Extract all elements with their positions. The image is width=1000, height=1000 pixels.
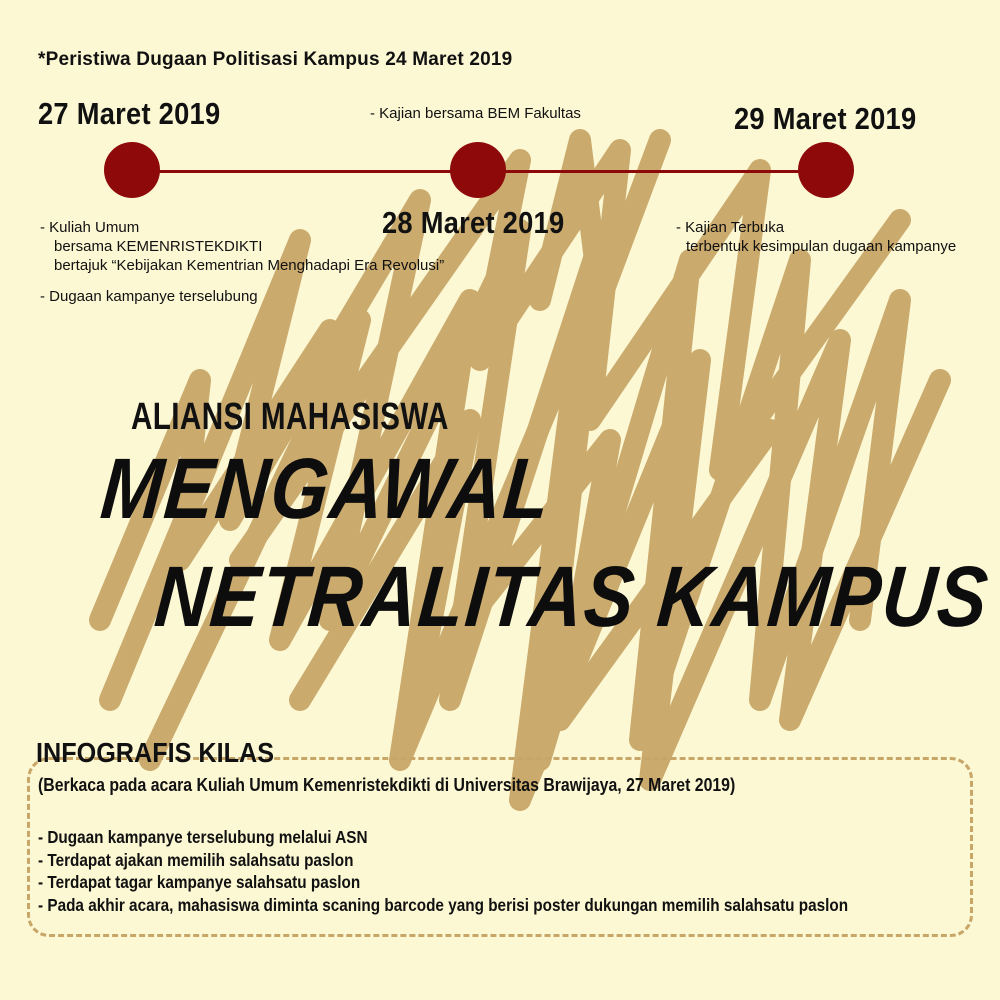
note-line: bersama KEMENRISTEKDIKTI <box>54 238 263 255</box>
infografis-subtitle: (Berkaca pada acara Kuliah Umum Kemenristekdikti di Universitas Brawijaya, 27 Maret 2019) <box>38 775 736 795</box>
note-line: - Dugaan kampanye terselubung <box>40 288 258 305</box>
list-item: - Terdapat ajakan memilih salahsatu paslon <box>38 849 354 870</box>
timeline-note-2: - Kajian bersama BEM Fakultas <box>370 105 581 122</box>
header-note: *Peristiwa Dugaan Politisasi Kampus 24 Maret 2019 <box>38 49 513 70</box>
note-line: bertajuk “Kebijakan Kementrian Menghadapi Era Revolusi” <box>54 257 445 274</box>
headline-small: ALIANSI MAHASISWA <box>131 396 449 438</box>
note-line: terbentuk kesimpulan dugaan kampanye <box>686 238 957 255</box>
infografis-points <box>38 826 848 916</box>
timeline-date-1: 27 Maret 2019 <box>38 96 221 131</box>
note-line: - Kuliah Umum <box>40 219 140 236</box>
list-item: - Terdapat tagar kampanye salahsatu paslon <box>38 872 361 892</box>
timeline-date-2: 28 Maret 2019 <box>382 205 565 240</box>
headline-line-2: NETRALITAS KAMPUS <box>151 549 994 645</box>
timeline-notes-1 <box>40 218 444 306</box>
timeline-dot-2 <box>450 142 506 198</box>
timeline-dot-1 <box>104 142 160 198</box>
infografis-title: INFOGRAFIS KILAS <box>36 737 275 768</box>
note-line: - Kajian Terbuka <box>676 219 785 236</box>
list-item: - Dugaan kampanye terselubung melalui ASN <box>38 827 368 847</box>
timeline-notes-3 <box>676 218 956 256</box>
timeline-date-3: 29 Maret 2019 <box>734 101 917 136</box>
timeline-dot-3 <box>798 142 854 198</box>
list-item: - Pada akhir acara, mahasiswa diminta scaning barcode yang berisi poster dukungan memilih salahsatu paslon <box>38 894 849 915</box>
headline-line-1: MENGAWAL <box>97 441 556 537</box>
